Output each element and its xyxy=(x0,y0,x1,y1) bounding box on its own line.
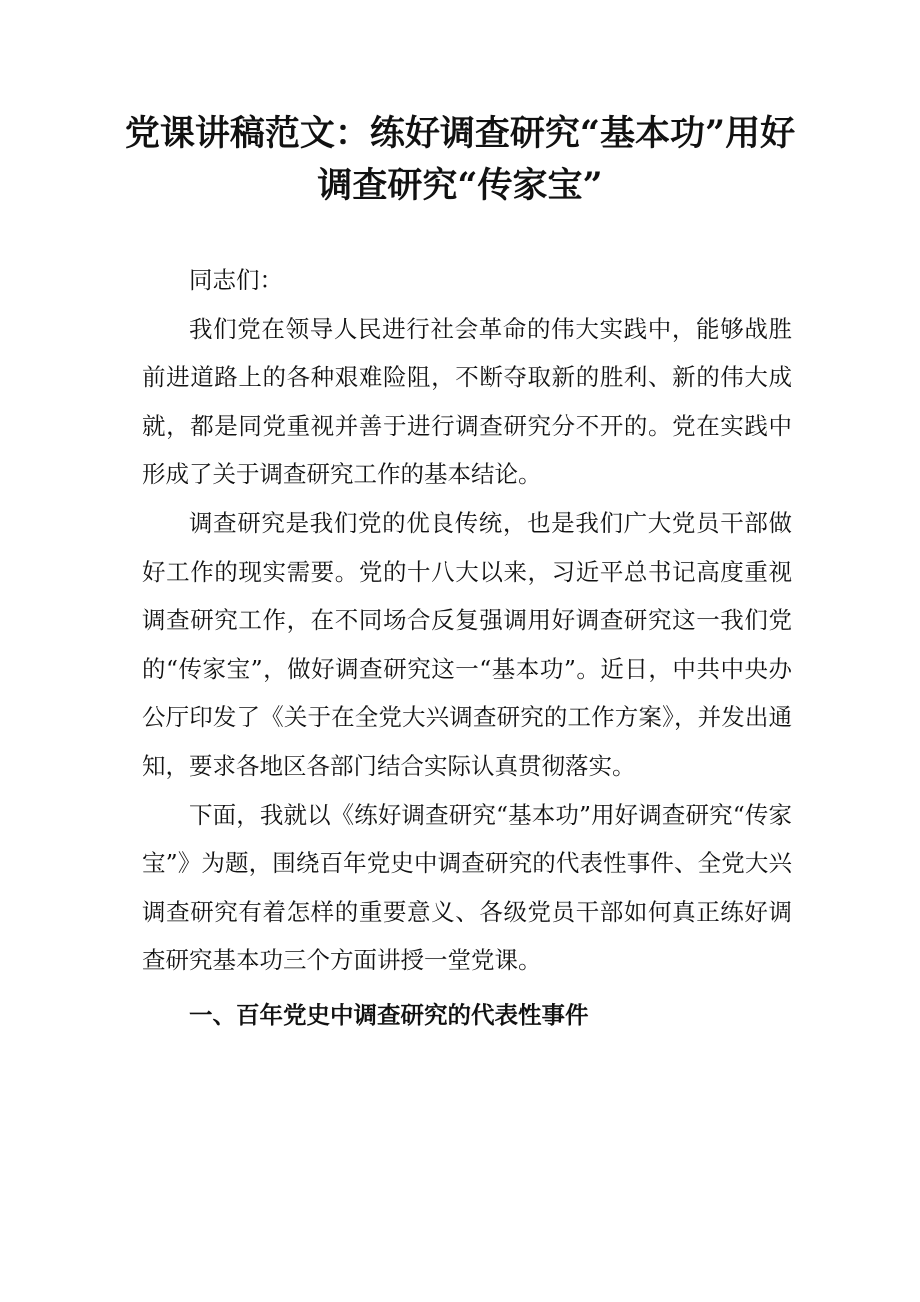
paragraph-1: 我们党在领导人民进行社会革命的伟大实践中，能够战胜前进道路上的各种艰难险阻，不断夺取新的胜利、新的伟大成就，都是同党重视并善于进行调查研究分不开的。党在实践中形成了关于调查研究工作的基本结论。 xyxy=(142,314,792,489)
document-body xyxy=(142,256,792,1040)
paragraph-3: 下面，我就以《练好调查研究“基本功”用好调查研究“传家宝”》为题，围绕百年党史中调查研究的代表性事件、全党大兴调查研究有着怎样的重要意义、各级党员干部如何真正练好调查研究基本功三个方面讲授一堂党课。 xyxy=(142,800,792,975)
document-title: 党课讲稿范文：练好调查研究“基本功”用好调查研究“传家宝” xyxy=(124,113,796,206)
section-heading: 一、百年党史中调查研究的代表性事件 xyxy=(189,1000,589,1029)
salutation: 同志们： xyxy=(189,266,283,294)
paragraph-2: 调查研究是我们党的优良传统，也是我们广大党员干部做好工作的现实需要。党的十八大以来，习近平总书记高度重视调查研究工作，在不同场合反复强调用好调查研究这一我们党的“传家宝”，做好调查研究这一“基本功”。近日，中共中央办公厅印发了《关于在全党大兴调查研究的工作方案》，并发出通知，要求各地区各部门结合实际认真贯彻落实。 xyxy=(142,508,792,780)
